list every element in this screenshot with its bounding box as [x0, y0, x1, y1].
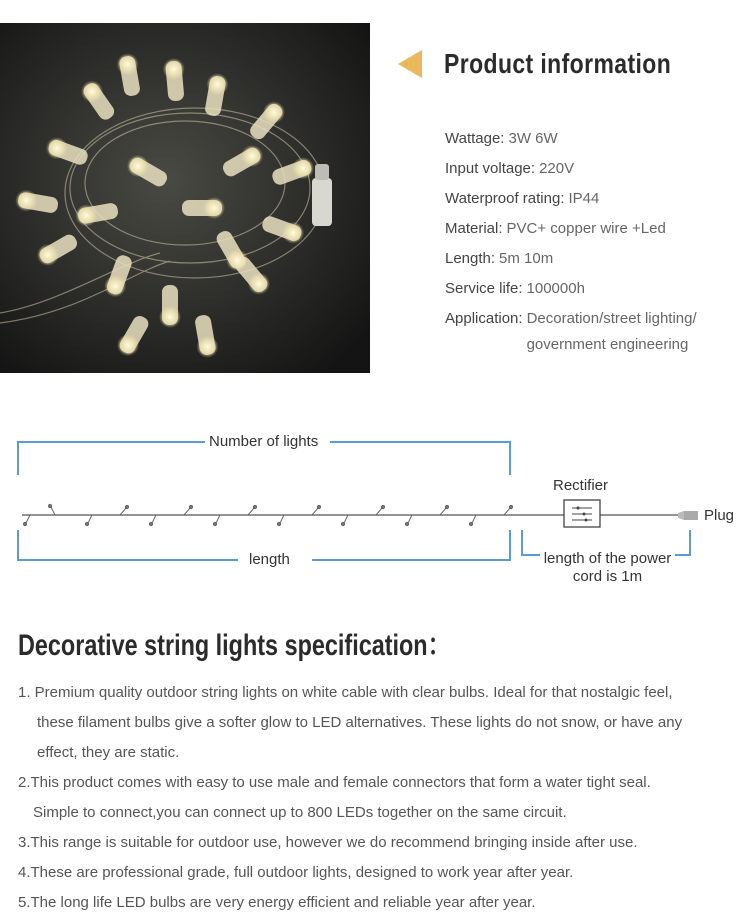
- specification-heading: Decorative string lights specification：: [18, 629, 452, 662]
- spec-waterproof: [445, 188, 745, 218]
- list-line: 4.These are professional grade, full outdoor lights, designed to work year after year.: [18, 864, 574, 881]
- specification-list: [18, 678, 738, 918]
- product-info-header: [398, 42, 721, 86]
- list-line: Simple to connect,you can connect up to 800 LEDs together on the same circuit.: [33, 804, 567, 821]
- power-cord-label: [540, 550, 675, 586]
- string-lights-diagram: [0, 430, 750, 590]
- power-cord-line: length of the power: [543, 550, 672, 567]
- length-label: length: [249, 551, 290, 568]
- list-item: [18, 858, 738, 888]
- spec-value: 3W 6W: [508, 130, 558, 147]
- spec-input-voltage: [445, 158, 745, 188]
- number-of-lights-label: Number of lights: [209, 433, 319, 450]
- spec-application: [445, 308, 745, 358]
- list-line: 3.This range is suitable for outdoor use, however we do recommend bringing inside after use.: [18, 834, 638, 851]
- spec-value: PVC+ copper wire +Led: [506, 220, 666, 237]
- list-item: [18, 768, 738, 828]
- power-cord-line: cord is 1m: [572, 568, 643, 585]
- plug-label: Plug: [704, 507, 735, 524]
- spec-value: Decoration/street lighting/ government engineering: [526, 310, 697, 353]
- spec-label: Application:: [445, 310, 523, 327]
- product-info-title: Product information: [444, 48, 672, 79]
- spec-value: 5m 10m: [499, 250, 554, 267]
- list-line: these filament bulbs give a softer glow to LED alternatives. These lights do not snow, or have any: [37, 714, 683, 731]
- rectifier-box: [564, 500, 600, 527]
- spec-value: 220V: [539, 160, 575, 177]
- rectifier-label: Rectifier: [553, 477, 609, 494]
- spec-label: Material:: [445, 220, 503, 237]
- spec-label: Wattage:: [445, 130, 505, 147]
- triangle-left-icon: [398, 50, 422, 78]
- plug-shape: [678, 511, 698, 520]
- connector: [312, 164, 332, 226]
- spec-material: [445, 218, 745, 248]
- list-item: [18, 888, 738, 918]
- spec-list: [445, 128, 745, 358]
- list-line: effect, they are static.: [37, 744, 180, 761]
- spec-value: 100000h: [526, 280, 585, 297]
- spec-wattage: [445, 128, 745, 158]
- product-photo: [0, 23, 370, 373]
- spec-value: IP44: [568, 190, 600, 207]
- list-line: 1. Premium quality outdoor string lights on white cable with clear bulbs. Ideal for that nostalgic feel,: [18, 684, 673, 701]
- list-line: 5.The long life LED bulbs are very energy efficient and reliable year after year.: [18, 894, 536, 911]
- spec-length: [445, 248, 745, 278]
- list-line: 2.This product comes with easy to use male and female connectors that form a water tight seal.: [18, 774, 651, 791]
- spec-label: Input voltage:: [445, 160, 536, 177]
- spec-label: Length:: [445, 250, 496, 267]
- list-item: [18, 678, 738, 768]
- spec-label: Service life:: [445, 280, 523, 297]
- list-item: [18, 828, 738, 858]
- spec-label: Waterproof rating:: [445, 190, 565, 207]
- spec-service-life: [445, 278, 745, 308]
